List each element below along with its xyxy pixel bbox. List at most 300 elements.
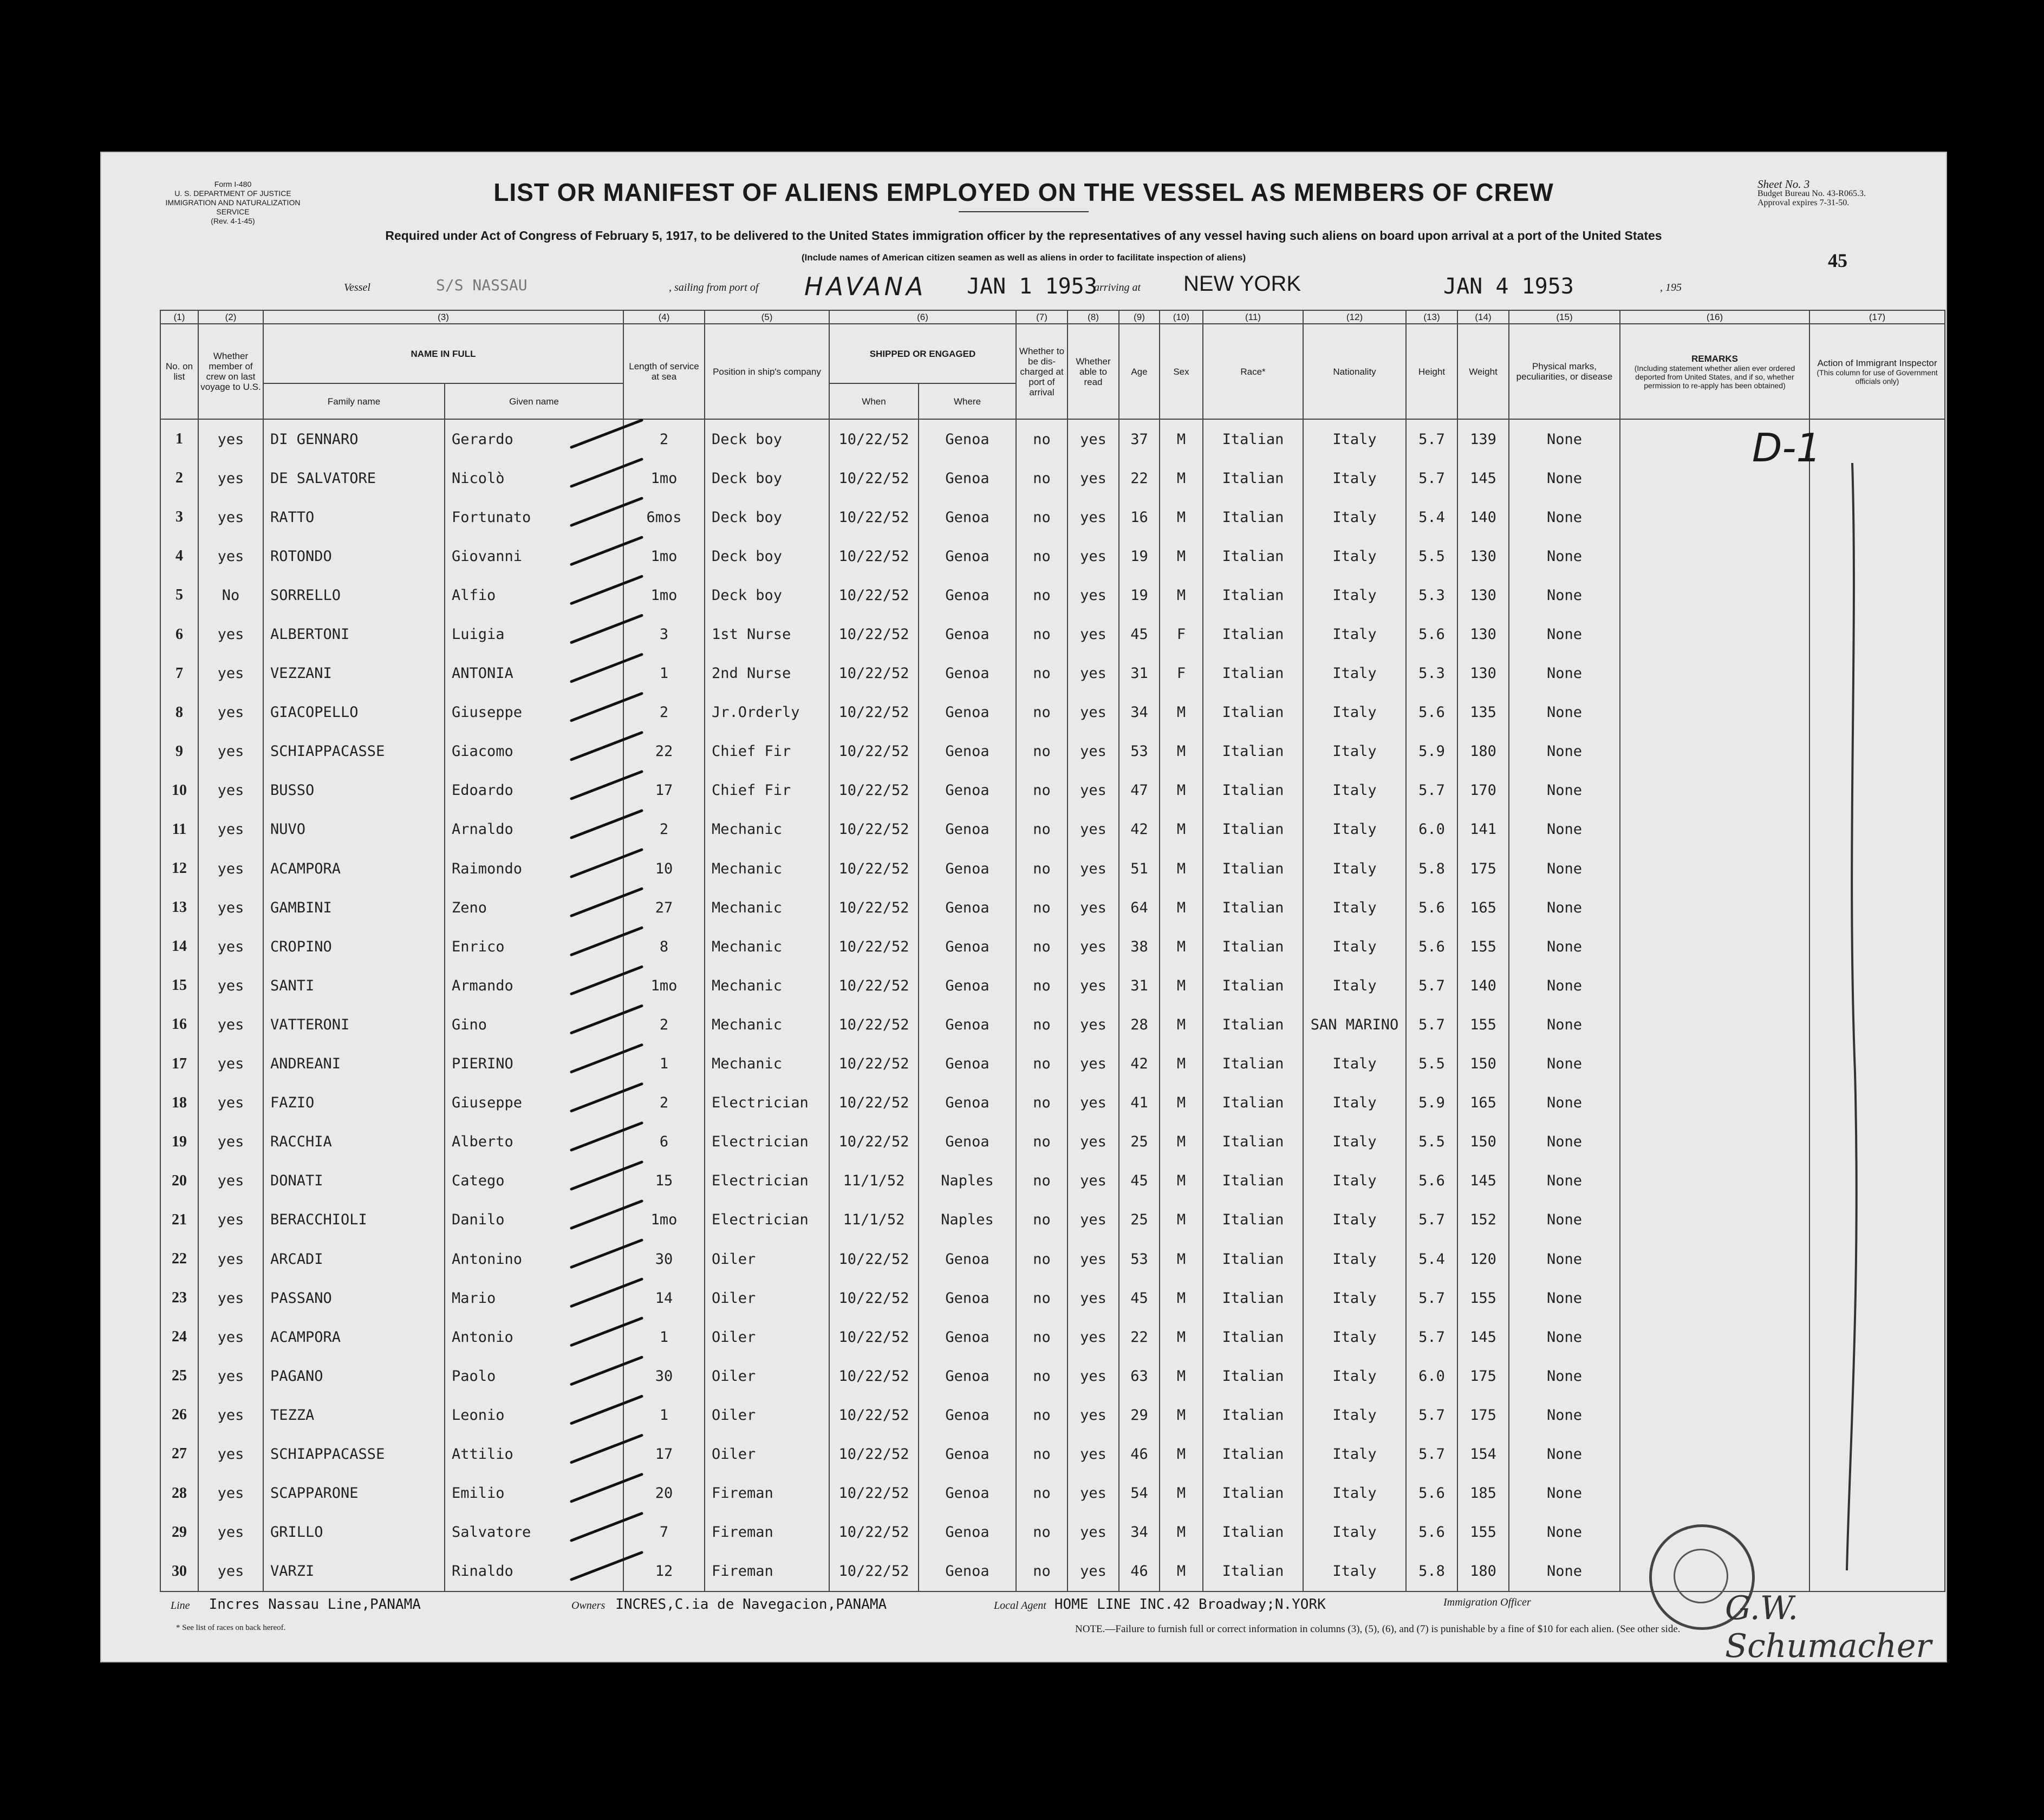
discharge: no	[1016, 810, 1067, 849]
shipped-when: 10/22/52	[829, 693, 919, 732]
inspector-mark: D-1	[1752, 425, 1821, 471]
inspector-vertical-line	[1847, 463, 1857, 1570]
owners-label: Owners	[571, 1600, 606, 1612]
age: 45	[1119, 1278, 1160, 1317]
shipped-when: 10/22/52	[829, 537, 919, 576]
row-number: 4	[160, 537, 198, 576]
sex: M	[1160, 419, 1203, 459]
family-name: DE SALVATORE	[263, 459, 445, 498]
header-race: Race*	[1203, 324, 1303, 419]
length-of-service: 6	[623, 1123, 705, 1162]
length-of-service: 14	[623, 1278, 705, 1317]
shipped-where: Genoa	[919, 1240, 1016, 1278]
header-able-to-read: Whether able to read	[1067, 324, 1119, 419]
family-name: GIACOPELLO	[263, 693, 445, 732]
col-13-number: (13)	[1406, 310, 1457, 324]
family-name: ROTONDO	[263, 537, 445, 576]
handwritten-checkmarks	[100, 152, 1947, 1662]
row-number: 17	[160, 1045, 198, 1084]
prior-voyage: yes	[198, 1513, 263, 1552]
length-of-service: 3	[623, 615, 705, 654]
able-to-read: yes	[1067, 1005, 1119, 1044]
shipped-where: Genoa	[919, 654, 1016, 693]
family-name: RATTO	[263, 498, 445, 537]
check-stroke	[571, 772, 642, 799]
nationality: Italy	[1303, 888, 1406, 927]
height: 5.6	[1406, 1162, 1457, 1201]
family-name: SCAPPARONE	[263, 1474, 445, 1513]
nationality: Italy	[1303, 1201, 1406, 1240]
discharge: no	[1016, 693, 1067, 732]
family-name: TEZZA	[263, 1395, 445, 1434]
length-of-service: 27	[623, 888, 705, 927]
header-list-number: No. on list	[160, 324, 198, 419]
prior-voyage: yes	[198, 1201, 263, 1240]
able-to-read: yes	[1067, 1434, 1119, 1473]
prior-voyage: yes	[198, 1356, 263, 1395]
vessel-name: S/S NASSAU	[436, 276, 528, 294]
race: Italian	[1203, 1201, 1303, 1240]
nationality: Italy	[1303, 1434, 1406, 1473]
check-stroke	[571, 1240, 642, 1267]
sex: M	[1160, 1005, 1203, 1044]
able-to-read: yes	[1067, 654, 1119, 693]
nationality: Italy	[1303, 1513, 1406, 1552]
family-name: VEZZANI	[263, 654, 445, 693]
check-stroke	[571, 498, 642, 525]
inspector-title: Action of Immigrant Inspector	[1817, 357, 1937, 368]
given-name: Danilo	[445, 1201, 623, 1240]
discharge: no	[1016, 732, 1067, 771]
col-2-number: (2)	[198, 310, 263, 324]
height: 5.4	[1406, 1240, 1457, 1278]
able-to-read: yes	[1067, 1045, 1119, 1084]
physical-marks: None	[1509, 537, 1620, 576]
discharge: no	[1016, 419, 1067, 459]
height: 5.9	[1406, 1084, 1457, 1123]
race: Italian	[1203, 1395, 1303, 1434]
position: Mechanic	[705, 849, 829, 888]
weight: 180	[1457, 1552, 1509, 1591]
length-of-service: 2	[623, 810, 705, 849]
physical-marks: None	[1509, 1513, 1620, 1552]
given-name: Emilio	[445, 1474, 623, 1513]
shipped-where: Genoa	[919, 459, 1016, 498]
race: Italian	[1203, 419, 1303, 459]
given-name: Paolo	[445, 1356, 623, 1395]
family-name: BUSSO	[263, 771, 445, 810]
discharge: no	[1016, 927, 1067, 966]
physical-marks: None	[1509, 498, 1620, 537]
arrival-port: NEW YORK	[1183, 272, 1301, 296]
length-of-service: 1mo	[623, 459, 705, 498]
header-weight: Weight	[1457, 324, 1509, 419]
family-name: SCHIAPPACASSE	[263, 732, 445, 771]
family-name: BERACCHIOLI	[263, 1201, 445, 1240]
weight: 130	[1457, 576, 1509, 615]
position: Deck boy	[705, 419, 829, 459]
discharge: no	[1016, 1045, 1067, 1084]
height: 5.6	[1406, 615, 1457, 654]
physical-marks: None	[1509, 771, 1620, 810]
weight: 154	[1457, 1434, 1509, 1473]
agent-value: HOME LINE INC.42 Broadway;N.YORK	[1054, 1596, 1326, 1613]
row-number: 27	[160, 1434, 198, 1473]
nationality: SAN MARINO	[1303, 1005, 1406, 1044]
age: 45	[1119, 615, 1160, 654]
height: 5.7	[1406, 771, 1457, 810]
race: Italian	[1203, 732, 1303, 771]
shipped-when: 10/22/52	[829, 1240, 919, 1278]
position: Oiler	[705, 1317, 829, 1356]
sex: M	[1160, 537, 1203, 576]
height: 5.7	[1406, 1278, 1457, 1317]
age: 28	[1119, 1005, 1160, 1044]
shipped-when: 10/22/52	[829, 1278, 919, 1317]
race: Italian	[1203, 1474, 1303, 1513]
col-10-number: (10)	[1160, 310, 1203, 324]
age: 31	[1119, 966, 1160, 1005]
check-stroke	[571, 850, 642, 877]
departure-date: JAN 1 1953	[967, 274, 1097, 299]
header-age: Age	[1119, 324, 1160, 419]
sex: M	[1160, 1317, 1203, 1356]
header-height: Height	[1406, 324, 1457, 419]
shipped-where: Genoa	[919, 1084, 1016, 1123]
row-number: 23	[160, 1278, 198, 1317]
age: 34	[1119, 693, 1160, 732]
shipped-when: 10/22/52	[829, 888, 919, 927]
position: Mechanic	[705, 966, 829, 1005]
subtitle: Required under Act of Congress of February 5, 1917, to be delivered to the United States immigration officer by the representatives of any vessel having such aliens on board upon arrival at a port of the United States	[385, 229, 1662, 243]
physical-marks: None	[1509, 1434, 1620, 1473]
agent-label: Local Agent	[994, 1600, 1046, 1612]
age: 38	[1119, 927, 1160, 966]
length-of-service: 22	[623, 732, 705, 771]
race: Italian	[1203, 654, 1303, 693]
shipped-when: 10/22/52	[829, 1395, 919, 1434]
given-name: Alfio	[445, 576, 623, 615]
header-family-name: Family name	[263, 383, 445, 419]
officer-signature: G.W. Schumacher	[1725, 1589, 1932, 1665]
row-number: 5	[160, 576, 198, 615]
length-of-service: 1mo	[623, 537, 705, 576]
shipped-when: 10/22/52	[829, 1513, 919, 1552]
given-name: Giovanni	[445, 537, 623, 576]
age: 42	[1119, 1045, 1160, 1084]
check-stroke	[571, 1084, 642, 1111]
discharge: no	[1016, 1395, 1067, 1434]
row-number: 1	[160, 419, 198, 459]
shipped-where: Genoa	[919, 1278, 1016, 1317]
budget-number: Budget Bureau No. 43-R065.3.	[1757, 189, 1866, 198]
prior-voyage: No	[198, 576, 263, 615]
able-to-read: yes	[1067, 1201, 1119, 1240]
length-of-service: 10	[623, 849, 705, 888]
prior-voyage: yes	[198, 1278, 263, 1317]
position: Oiler	[705, 1356, 829, 1395]
col-5-number: (5)	[705, 310, 829, 324]
family-name: DONATI	[263, 1162, 445, 1201]
prior-voyage: yes	[198, 1084, 263, 1123]
shipped-where: Genoa	[919, 576, 1016, 615]
nationality: Italy	[1303, 1474, 1406, 1513]
sex: M	[1160, 1278, 1203, 1317]
discharge: no	[1016, 888, 1067, 927]
age: 64	[1119, 888, 1160, 927]
race: Italian	[1203, 1434, 1303, 1473]
length-of-service: 17	[623, 771, 705, 810]
header-sex: Sex	[1160, 324, 1203, 419]
sex: M	[1160, 888, 1203, 927]
weight: 150	[1457, 1045, 1509, 1084]
vessel-label: Vessel	[344, 282, 370, 293]
physical-marks: None	[1509, 1395, 1620, 1434]
given-name: Catego	[445, 1162, 623, 1201]
able-to-read: yes	[1067, 1395, 1119, 1434]
race: Italian	[1203, 1513, 1303, 1552]
family-name: ALBERTONI	[263, 615, 445, 654]
age: 54	[1119, 1474, 1160, 1513]
position: Fireman	[705, 1513, 829, 1552]
shipped-where: Genoa	[919, 810, 1016, 849]
sex: M	[1160, 771, 1203, 810]
sex: M	[1160, 1356, 1203, 1395]
able-to-read: yes	[1067, 810, 1119, 849]
discharge: no	[1016, 1084, 1067, 1123]
able-to-read: yes	[1067, 1474, 1119, 1513]
shipped-where: Naples	[919, 1162, 1016, 1201]
age: 42	[1119, 810, 1160, 849]
position: Deck boy	[705, 576, 829, 615]
prior-voyage: yes	[198, 498, 263, 537]
race: Italian	[1203, 1005, 1303, 1044]
weight: 140	[1457, 498, 1509, 537]
discharge: no	[1016, 1005, 1067, 1044]
length-of-service: 7	[623, 1513, 705, 1552]
length-of-service: 1	[623, 654, 705, 693]
height: 5.3	[1406, 576, 1457, 615]
height: 5.7	[1406, 1317, 1457, 1356]
check-stroke	[571, 889, 642, 916]
position: Electrician	[705, 1162, 829, 1201]
height: 5.7	[1406, 419, 1457, 459]
row-number: 26	[160, 1395, 198, 1434]
able-to-read: yes	[1067, 966, 1119, 1005]
given-name: Arnaldo	[445, 810, 623, 849]
row-number: 2	[160, 459, 198, 498]
row-number: 30	[160, 1552, 198, 1591]
able-to-read: yes	[1067, 1162, 1119, 1201]
weight: 130	[1457, 654, 1509, 693]
height: 6.0	[1406, 1356, 1457, 1395]
age: 37	[1119, 419, 1160, 459]
weight: 165	[1457, 1084, 1509, 1123]
discharge: no	[1016, 849, 1067, 888]
age: 22	[1119, 459, 1160, 498]
header-shipped-engaged: SHIPPED OR ENGAGED	[829, 324, 1016, 383]
shipped-where: Genoa	[919, 849, 1016, 888]
nationality: Italy	[1303, 849, 1406, 888]
prior-voyage: yes	[198, 459, 263, 498]
position: Electrician	[705, 1201, 829, 1240]
physical-marks: None	[1509, 459, 1620, 498]
discharge: no	[1016, 654, 1067, 693]
nationality: Italy	[1303, 810, 1406, 849]
physical-marks: None	[1509, 1474, 1620, 1513]
shipped-where: Genoa	[919, 1123, 1016, 1162]
nationality: Italy	[1303, 1356, 1406, 1395]
prior-voyage: yes	[198, 1045, 263, 1084]
check-stroke	[571, 733, 642, 760]
shipped-where: Genoa	[919, 419, 1016, 459]
shipped-where: Genoa	[919, 1045, 1016, 1084]
col-15-number: (15)	[1509, 310, 1620, 324]
position: 2nd Nurse	[705, 654, 829, 693]
race: Italian	[1203, 1317, 1303, 1356]
family-name: RACCHIA	[263, 1123, 445, 1162]
prior-voyage: yes	[198, 810, 263, 849]
age: 53	[1119, 732, 1160, 771]
height: 5.9	[1406, 732, 1457, 771]
length-of-service: 1mo	[623, 1201, 705, 1240]
nationality: Italy	[1303, 927, 1406, 966]
weight: 175	[1457, 1356, 1509, 1395]
length-of-service: 12	[623, 1552, 705, 1591]
physical-marks: None	[1509, 654, 1620, 693]
family-name: ARCADI	[263, 1240, 445, 1278]
discharge: no	[1016, 1434, 1067, 1473]
able-to-read: yes	[1067, 888, 1119, 927]
discharge: no	[1016, 1278, 1067, 1317]
physical-marks: None	[1509, 1552, 1620, 1591]
nationality: Italy	[1303, 615, 1406, 654]
weight: 155	[1457, 1278, 1509, 1317]
nationality: Italy	[1303, 1162, 1406, 1201]
height: 5.7	[1406, 1395, 1457, 1434]
row-number: 3	[160, 498, 198, 537]
race: Italian	[1203, 498, 1303, 537]
shipped-when: 11/1/52	[829, 1162, 919, 1201]
row-number: 13	[160, 888, 198, 927]
height: 5.5	[1406, 537, 1457, 576]
given-name: Giacomo	[445, 732, 623, 771]
sailing-label: , sailing from port of	[669, 282, 759, 293]
check-stroke	[571, 1357, 642, 1384]
position: Jr.Orderly	[705, 693, 829, 732]
nationality: Italy	[1303, 576, 1406, 615]
check-stroke	[571, 1514, 642, 1541]
able-to-read: yes	[1067, 615, 1119, 654]
nationality: Italy	[1303, 1123, 1406, 1162]
physical-marks: None	[1509, 419, 1620, 459]
row-number: 11	[160, 810, 198, 849]
given-name: Gino	[445, 1005, 623, 1044]
col-8-number: (8)	[1067, 310, 1119, 324]
height: 6.0	[1406, 810, 1457, 849]
header-when: When	[829, 383, 919, 419]
col-7-number: (7)	[1016, 310, 1067, 324]
check-stroke	[571, 1162, 642, 1189]
prior-voyage: yes	[198, 1317, 263, 1356]
physical-marks: None	[1509, 849, 1620, 888]
prior-voyage: yes	[198, 537, 263, 576]
row-number: 10	[160, 771, 198, 810]
weight: 145	[1457, 1162, 1509, 1201]
length-of-service: 1	[623, 1317, 705, 1356]
weight: 155	[1457, 1513, 1509, 1552]
physical-marks: None	[1509, 1201, 1620, 1240]
discharge: no	[1016, 1162, 1067, 1201]
age: 19	[1119, 537, 1160, 576]
weight: 165	[1457, 888, 1509, 927]
row-number: 8	[160, 693, 198, 732]
nationality: Italy	[1303, 1552, 1406, 1591]
sex: M	[1160, 1162, 1203, 1201]
shipped-where: Genoa	[919, 1552, 1016, 1591]
check-stroke	[571, 967, 642, 994]
year-label: , 195	[1660, 282, 1682, 293]
prior-voyage: yes	[198, 1005, 263, 1044]
prior-voyage: yes	[198, 1474, 263, 1513]
height: 5.4	[1406, 498, 1457, 537]
position: Oiler	[705, 1434, 829, 1473]
given-name: Enrico	[445, 927, 623, 966]
physical-marks: None	[1509, 1084, 1620, 1123]
owners-value: INCRES,C.ia de Navegacion,PANAMA	[615, 1596, 887, 1613]
prior-voyage: yes	[198, 849, 263, 888]
position: Deck boy	[705, 537, 829, 576]
weight: 135	[1457, 693, 1509, 732]
position: Oiler	[705, 1395, 829, 1434]
family-name: ACAMPORA	[263, 849, 445, 888]
officer-label: Immigration Officer	[1443, 1596, 1531, 1608]
height: 5.6	[1406, 1474, 1457, 1513]
shipped-when: 10/22/52	[829, 498, 919, 537]
family-name: SORRELLO	[263, 576, 445, 615]
physical-marks: None	[1509, 1317, 1620, 1356]
header-prior-voyage: Whether member of crew on last voyage to U.S.	[198, 324, 263, 419]
discharge: no	[1016, 1201, 1067, 1240]
weight: 180	[1457, 732, 1509, 771]
height: 5.7	[1406, 1201, 1457, 1240]
able-to-read: yes	[1067, 1240, 1119, 1278]
physical-marks: None	[1509, 693, 1620, 732]
prior-voyage: yes	[198, 1162, 263, 1201]
family-name: DI GENNARO	[263, 419, 445, 459]
races-footnote: * See list of races on back hereof.	[176, 1623, 286, 1632]
given-name: Giuseppe	[445, 693, 623, 732]
race: Italian	[1203, 615, 1303, 654]
check-stroke	[571, 1436, 642, 1463]
physical-marks: None	[1509, 1356, 1620, 1395]
given-name: Fortunato	[445, 498, 623, 537]
able-to-read: yes	[1067, 459, 1119, 498]
able-to-read: yes	[1067, 771, 1119, 810]
given-name: Rinaldo	[445, 1552, 623, 1591]
row-number: 7	[160, 654, 198, 693]
age: 41	[1119, 1084, 1160, 1123]
shipped-where: Genoa	[919, 771, 1016, 810]
family-name: VARZI	[263, 1552, 445, 1591]
position: 1st Nurse	[705, 615, 829, 654]
length-of-service: 1	[623, 1395, 705, 1434]
shipped-where: Genoa	[919, 732, 1016, 771]
position: Chief Fir	[705, 732, 829, 771]
shipped-where: Genoa	[919, 1005, 1016, 1044]
row-number: 21	[160, 1201, 198, 1240]
family-name: NUVO	[263, 810, 445, 849]
